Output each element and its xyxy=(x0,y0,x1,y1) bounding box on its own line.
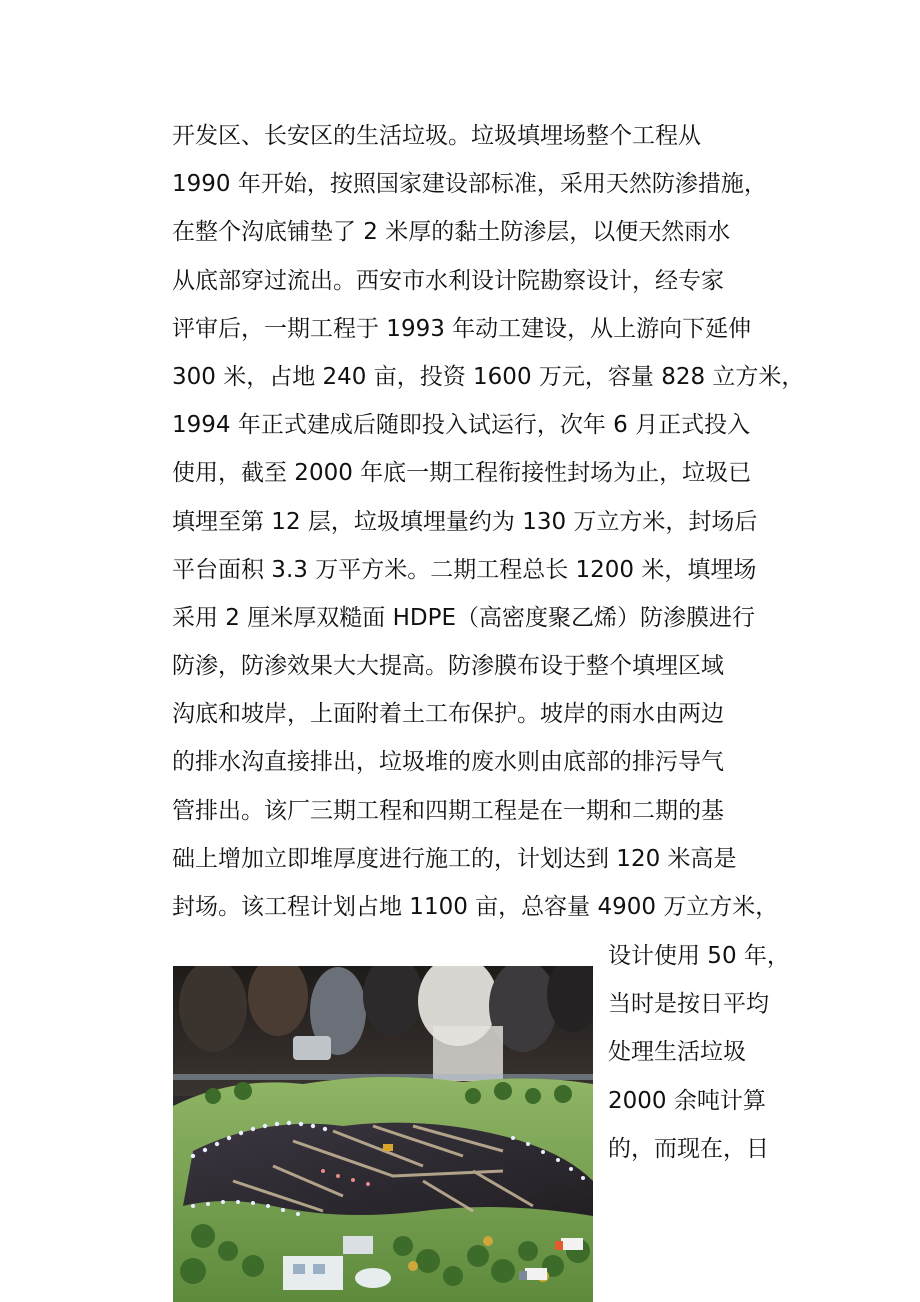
side-text-line: 设计使用 50 年， xyxy=(608,943,790,969)
text-line: 填埋至第 12 层，垃圾填埋量约为 130 万立方米，封场后 xyxy=(172,508,758,535)
text-line: 使用，截至 2000 年底一期工程衔接性封场为止，垃圾已 xyxy=(172,460,752,487)
text-line: 采用 2 厘米厚双糙面 HDPE（高密度聚乙烯）防渗膜进行 xyxy=(172,604,755,631)
model-truck xyxy=(561,1238,583,1250)
side-text-line: 当时是按日平均 xyxy=(608,991,769,1018)
side-text-line: 处理生活垃圾 xyxy=(608,1039,746,1066)
side-text-line: 的，而现在，日 xyxy=(608,1135,769,1162)
text-line: 管排出。该厂三期工程和四期工程是在一期和二期的基 xyxy=(172,797,724,824)
text-line: 从底部穿过流出。西安市水利设计院勘察设计，经专家 xyxy=(172,267,724,294)
text-line: 平台面积 3.3 万平方米。二期工程总长 1200 米，填埋场 xyxy=(172,556,757,583)
text-line: 在整个沟底铺垫了 2 米厚的黏土防渗层，以便天然雨水 xyxy=(172,219,731,246)
text-line: 的排水沟直接排出，垃圾堆的废水则由底部的排污导气 xyxy=(172,749,724,776)
text-line: 沟底和坡岸，上面附着土工布保护。坡岸的雨水由两边 xyxy=(172,701,724,728)
text-line: 300 米，占地 240 亩，投资 1600 万元，容量 828 立方米， xyxy=(172,363,805,390)
side-text xyxy=(608,932,808,1173)
model-truck xyxy=(525,1268,547,1280)
body-text xyxy=(172,112,805,931)
text-line: 础上增加立即堆厚度进行施工的，计划达到 120 米高是 xyxy=(172,845,737,872)
text-line: 封场。该工程计划占地 1100 亩，总容量 4900 万立方米， xyxy=(172,894,779,920)
side-text-line: 2000 余吨计算 xyxy=(608,1087,766,1114)
text-line: 开发区、长安区的生活垃圾。垃圾填埋场整个工程从 xyxy=(172,123,701,149)
text-line: 1990 年开始，按照国家建设部标准，采用天然防渗措施， xyxy=(172,171,767,198)
landfill-model-photo xyxy=(173,966,593,1302)
text-line: 评审后，一期工程于 1993 年动工建设，从上游向下延伸 xyxy=(172,315,752,342)
text-line: 防渗，防渗效果大大提高。防渗膜布设于整个填埋区域 xyxy=(172,653,724,680)
text-line: 1994 年正式建成后随即投入试运行，次年 6 月正式投入 xyxy=(172,412,751,439)
